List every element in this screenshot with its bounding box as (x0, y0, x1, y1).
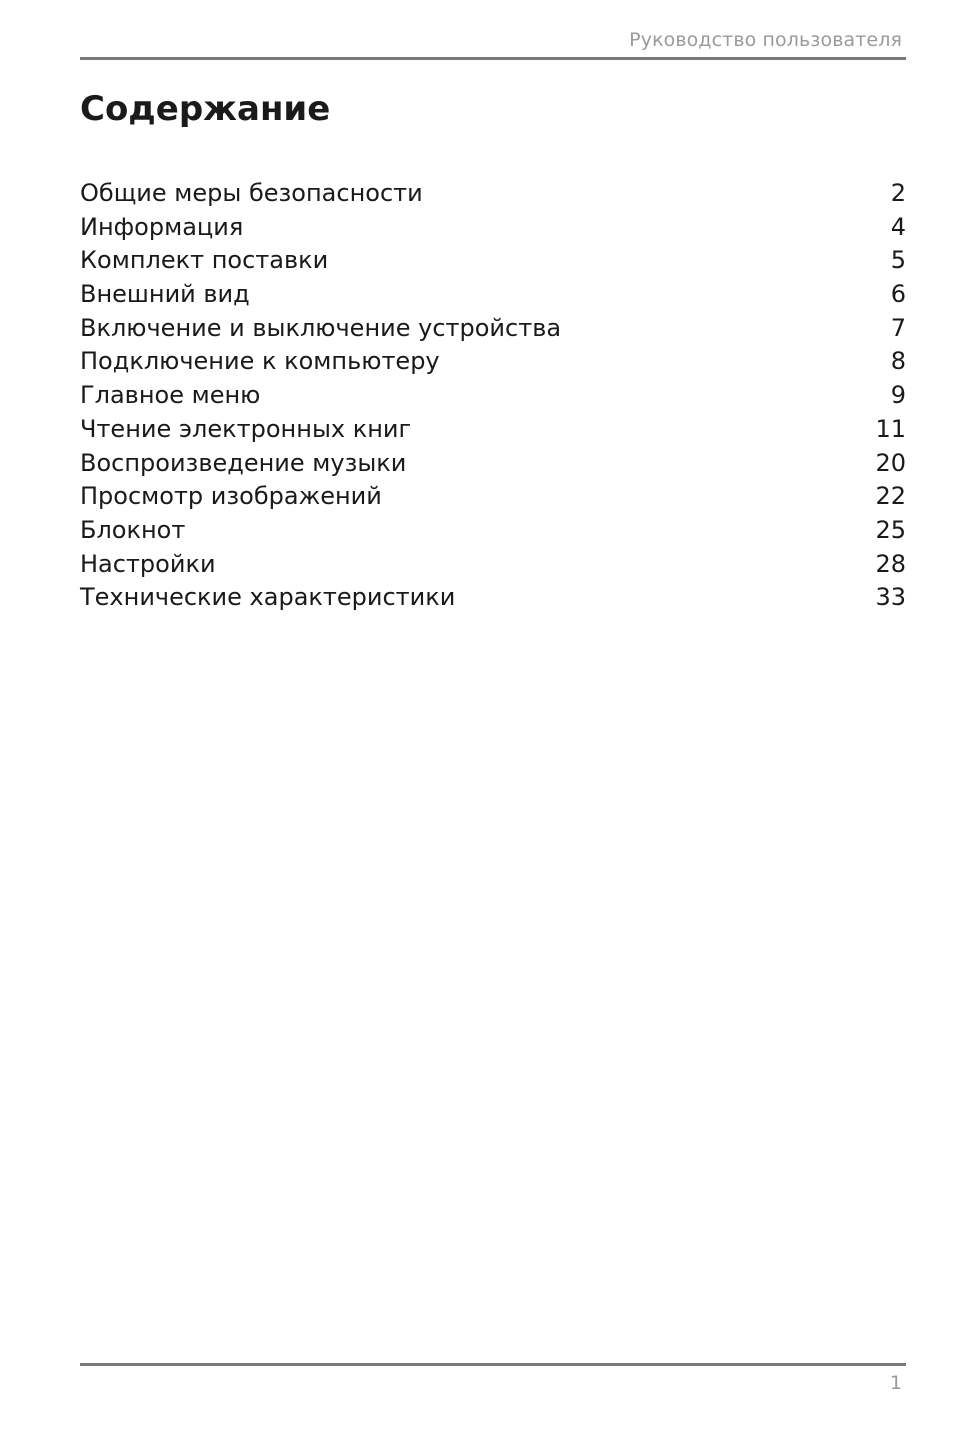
toc-entry-page: 9 (890, 381, 906, 410)
toc-entry[interactable] (80, 211, 906, 245)
toc-entry[interactable] (80, 548, 906, 582)
toc-entry-page: 33 (875, 583, 906, 612)
toc-entry-page: 20 (875, 448, 906, 477)
toc-entry[interactable] (80, 244, 906, 278)
toc-entry[interactable] (80, 413, 906, 447)
toc-entry-label: Главное меню (80, 381, 261, 410)
toc-entry-page: 4 (890, 212, 906, 241)
toc-entry-label: Общие меры безопасности (80, 179, 423, 207)
toc-entry-label: Настройки (80, 549, 216, 578)
toc-entry-page: 6 (890, 280, 906, 309)
toc-entry[interactable] (80, 345, 906, 379)
toc-entry-page: 5 (890, 246, 906, 275)
toc-entry-label: Чтение электронных книг (80, 414, 412, 443)
toc-entry-page: 2 (890, 179, 906, 207)
toc-entry-label: Технические характеристики (80, 583, 456, 612)
page-number: 1 (889, 1372, 902, 1394)
toc-entry[interactable] (80, 581, 906, 615)
toc-entry[interactable] (80, 177, 906, 211)
running-header: Руководство пользователя (629, 29, 902, 51)
toc-entry-label: Просмотр изображений (80, 482, 382, 511)
header-divider (80, 57, 906, 60)
toc-entry[interactable] (80, 447, 906, 481)
toc-entry-label: Блокнот (80, 515, 186, 544)
page-title: Содержание (80, 89, 331, 129)
footer-divider (80, 1363, 906, 1366)
toc-entry[interactable] (80, 278, 906, 312)
toc-entry-label: Комплект поставки (80, 246, 329, 275)
toc-entry[interactable] (80, 480, 906, 514)
toc-entry-label: Внешний вид (80, 280, 250, 309)
toc-entry[interactable] (80, 379, 906, 413)
toc-entry[interactable] (80, 514, 906, 548)
toc-entry-page: 25 (875, 515, 906, 544)
toc-entry-label: Воспроизведение музыки (80, 448, 407, 477)
table-of-contents (80, 177, 906, 615)
toc-entry-page: 22 (875, 482, 906, 511)
toc-entry-page: 7 (890, 313, 906, 342)
toc-entry-page: 8 (890, 347, 906, 376)
toc-entry-label: Подключение к компьютеру (80, 347, 440, 376)
toc-entry-label: Включение и выключение устройства (80, 313, 562, 342)
toc-entry-page: 28 (875, 549, 906, 578)
toc-entry[interactable] (80, 312, 906, 346)
toc-entry-page: 11 (875, 414, 906, 443)
toc-entry-label: Информация (80, 212, 244, 241)
